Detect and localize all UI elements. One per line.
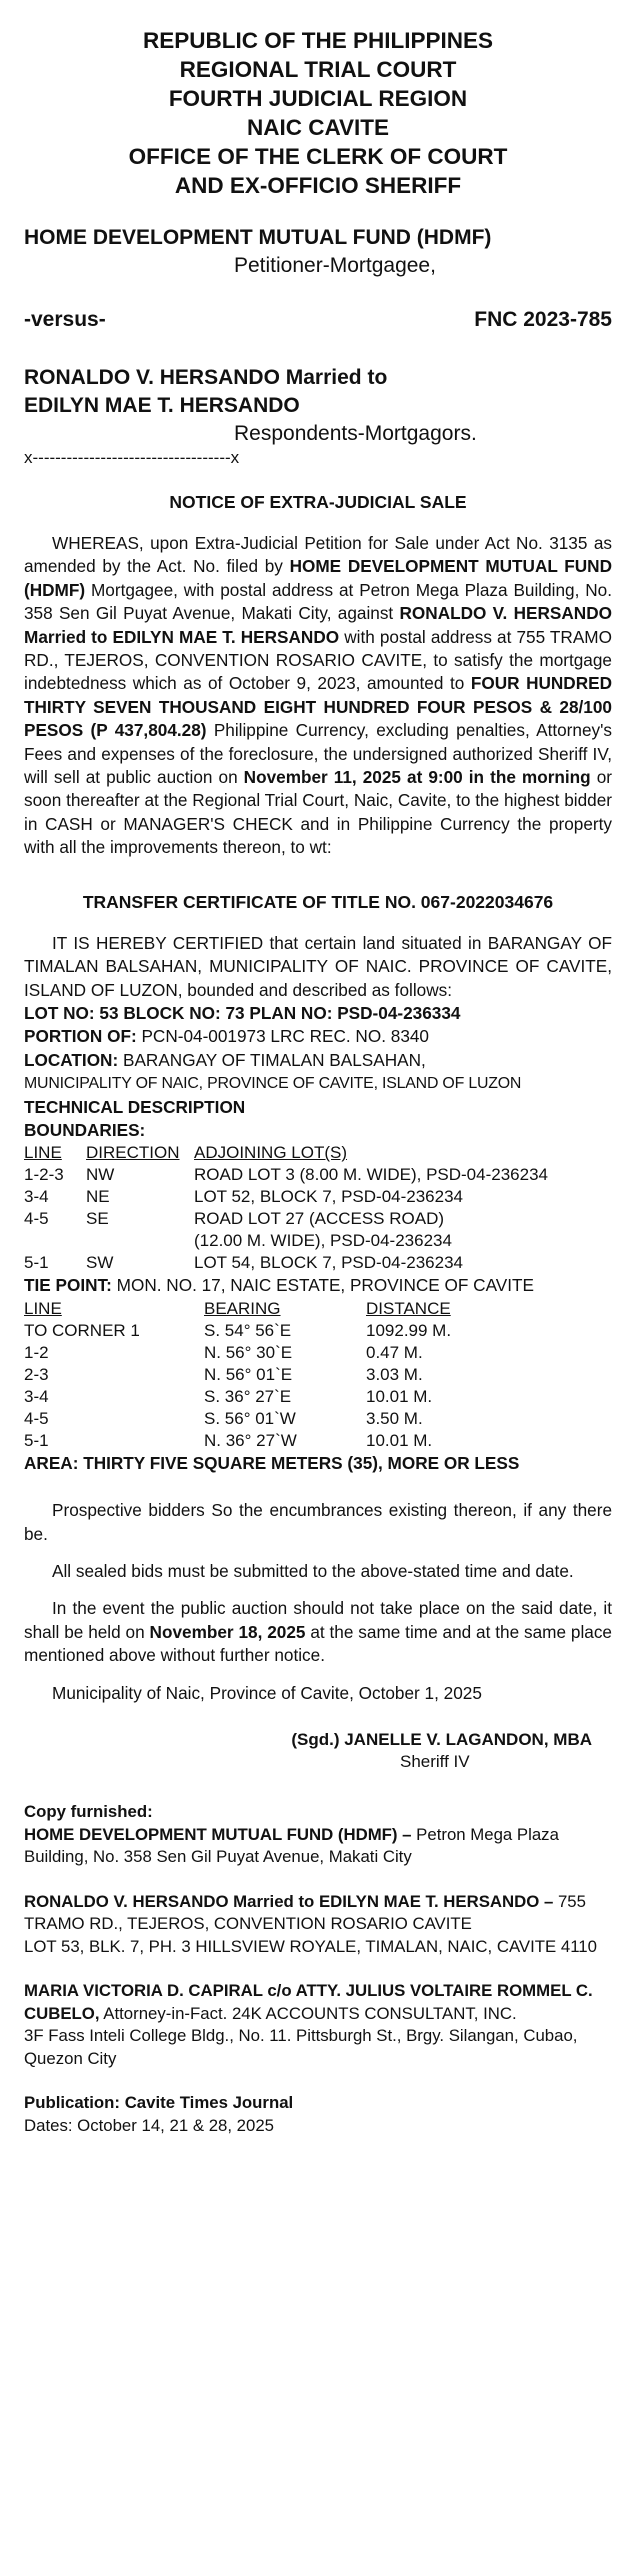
- table-cell: 1092.99 M.: [366, 1320, 452, 1340]
- table-row: [24, 1186, 612, 1208]
- respondent-line: RONALDO V. HERSANDO Married to: [24, 366, 388, 389]
- location: [24, 1049, 612, 1072]
- header-line: AND EX-OFFICIO SHERIFF: [174, 173, 462, 198]
- text-run: In the event the public auction should not take place on the said date, it shall be held on: [24, 1598, 612, 1642]
- table-cell: 0.47 M.: [366, 1342, 423, 1362]
- text-run: Philippine Currency, excluding penalties, Attorney's Fees and expenses of the foreclosure, the undersigned authorized Sheriff IV, will sell at public auction on: [24, 720, 612, 788]
- recipient-address: Petron Mega Plaza Building, No. 358 Sen Gil Puyat Avenue, Makati City: [24, 1824, 559, 1866]
- column-header: ADJOINING LOT(S): [194, 1143, 348, 1163]
- recipient-address-2: LOT 53, BLK. 7, PH. 3 HILLSVIEW ROYALE, TIMALAN, NAIC, CAVITE 4110: [24, 1936, 597, 1956]
- place-date: Municipality of Naic, Province of Cavite, October 1, 2025: [52, 1682, 482, 1703]
- header-line: FOURTH JUDICIAL REGION: [168, 86, 468, 111]
- recipient-mortgagors: [24, 1891, 612, 1936]
- versus-label: -versus-: [24, 308, 106, 331]
- header-line: REPUBLIC OF THE PHILIPPINES: [142, 28, 494, 53]
- text-run: with postal address at 755 TRAMO RD., TEJEROS, CONVENTION ROSARIO CAVITE, to satisfy the mortgage indebtedness which as of October 9, 2023, amounted to: [24, 626, 612, 694]
- tie-point-label: TIE POINT:: [24, 1275, 112, 1296]
- table-cell: S. 36° 27`E: [204, 1386, 292, 1406]
- tct-title: TRANSFER CERTIFICATE OF TITLE NO. 067-2022034676: [82, 891, 554, 912]
- table-cell: 3.50 M.: [366, 1408, 423, 1428]
- publication-label: Publication: Cavite Times Journal: [24, 2093, 294, 2112]
- portion-value: PCN-04-001973 LRC REC. NO. 8340: [136, 1026, 429, 1047]
- area-statement: AREA: THIRTY FIVE SQUARE METERS (35), MORE OR LESS: [24, 1452, 520, 1473]
- sealed-bids-paragraph: All sealed bids must be submitted to the above-stated time and date.: [52, 1560, 574, 1581]
- table-cell: 5-1: [24, 1430, 49, 1450]
- table-cell: (12.00 M. WIDE), PSD-04-236234: [194, 1231, 452, 1251]
- table-cell: N. 56° 01`E: [204, 1364, 293, 1384]
- respondent-role: Respondents-Mortgagors.: [234, 422, 477, 445]
- table-cell: 10.01 M.: [366, 1386, 433, 1406]
- table-row: [24, 1164, 612, 1186]
- postponement-paragraph: [24, 1597, 612, 1667]
- text-run: at the same time and at the same place mentioned above without further notice.: [24, 1621, 612, 1666]
- tie-point: [24, 1274, 612, 1297]
- table-header-row: [24, 1298, 504, 1320]
- recipient-hdmf: [24, 1824, 612, 1869]
- table-cell: S. 56° 01`W: [204, 1408, 296, 1428]
- copy-furnished-label: Copy furnished:: [24, 1802, 153, 1821]
- table-cell: S. 54° 56`E: [204, 1320, 292, 1340]
- column-header: LINE: [24, 1143, 62, 1163]
- table-cell: 5-1: [24, 1253, 49, 1273]
- column-header: DIRECTION: [86, 1143, 180, 1163]
- table-cell: 2-3: [24, 1364, 49, 1384]
- table-cell: 3-4: [24, 1386, 49, 1406]
- recipient-name: HOME DEVELOPMENT MUTUAL FUND (HDMF) –: [24, 1824, 412, 1844]
- court-header: [24, 26, 612, 200]
- petitioner-name: HOME DEVELOPMENT MUTUAL FUND (HDMF): [24, 226, 492, 249]
- respondent-line: EDILYN MAE T. HERSANDO: [24, 394, 300, 417]
- table-row: [24, 1252, 612, 1274]
- text-run-bold: HOME DEVELOPMENT MUTUAL FUND (HDMF): [24, 556, 612, 600]
- table-cell: NW: [86, 1165, 115, 1185]
- text-run-bold: November 11, 2025 at 9:00 in the morning: [243, 767, 591, 788]
- table-cell: N. 56° 30`E: [204, 1342, 293, 1362]
- lot-number: LOT NO: 53 BLOCK NO: 73 PLAN NO: PSD-04-236334: [24, 1002, 461, 1023]
- text-run-bold: FOUR HUNDRED THIRTY SEVEN THOUSAND EIGHT HUNDRED FOUR PESOS & 28/100 PESOS (P 437,804.28): [24, 673, 613, 741]
- table-cell: ROAD LOT 27 (ACCESS ROAD): [194, 1209, 445, 1229]
- boundaries-label: BOUNDARIES:: [24, 1119, 146, 1140]
- table-cell: LOT 54, BLOCK 7, PSD-04-236234: [194, 1253, 464, 1273]
- table-cell: [24, 1230, 86, 1252]
- column-header: LINE: [24, 1298, 62, 1318]
- caption-separator: x-----------------------------------x: [24, 448, 240, 467]
- table-cell: SE: [86, 1209, 109, 1229]
- technical-description-label: TECHNICAL DESCRIPTION: [24, 1096, 246, 1117]
- table-row: [24, 1408, 504, 1430]
- publication-dates: Dates: October 14, 21 & 28, 2025: [24, 2115, 275, 2135]
- bearings-table: [24, 1298, 504, 1452]
- portion-of: [24, 1025, 612, 1048]
- case-number: FNC 2023-785: [474, 308, 612, 331]
- table-cell: 10.01 M.: [366, 1430, 433, 1450]
- signatory-role: Sheriff IV: [400, 1752, 470, 1771]
- table-row: [24, 1320, 504, 1342]
- recipient-name: MARIA VICTORIA D. CAPIRAL c/o ATTY. JULIUS VOLTAIRE ROMMEL C. CUBELO,: [24, 1981, 593, 2023]
- notice-title: NOTICE OF EXTRA-JUDICIAL SALE: [169, 492, 467, 512]
- header-line: NAIC CAVITE: [246, 115, 390, 140]
- text-run-bold: November 18, 2025: [149, 1621, 306, 1642]
- location-value: BARANGAY OF TIMALAN BALSAHAN,: [118, 1049, 426, 1070]
- table-row: [24, 1208, 612, 1230]
- copy-furnished: [24, 1801, 612, 2137]
- table-cell: NE: [86, 1187, 110, 1207]
- table-row: [24, 1386, 504, 1408]
- recipient-address-2: 3F Fass Inteli College Bldg., No. 11. Pittsburgh St., Brgy. Silangan, Cubao, Quezon City: [24, 2026, 578, 2068]
- table-cell: N. 36° 27`W: [204, 1430, 297, 1450]
- table-cell: 3-4: [24, 1187, 49, 1207]
- table-row: [24, 1342, 504, 1364]
- table-cell: LOT 52, BLOCK 7, PSD-04-236234: [194, 1187, 464, 1207]
- recipient-address: Attorney-in-Fact. 24K ACCOUNTS CONSULTANT, INC.: [99, 2003, 517, 2023]
- table-cell: SW: [86, 1253, 114, 1273]
- versus-row: [24, 306, 612, 334]
- text-run-bold: RONALDO V. HERSANDO Married to EDILYN MAE T. HERSANDO: [24, 603, 612, 647]
- table-cell: 3.03 M.: [366, 1364, 423, 1384]
- signatory-name: (Sgd.) JANELLE V. LAGANDON, MBA: [291, 1730, 592, 1749]
- whereas-paragraph: [24, 532, 612, 860]
- text-run: WHEREAS, upon Extra-Judicial Petition for Sale under Act No. 3135 as amended by the Act. No. filed by: [24, 533, 612, 577]
- table-header-row: [24, 1142, 612, 1164]
- table-cell: 4-5: [24, 1209, 49, 1229]
- recipient-name: RONALDO V. HERSANDO Married to EDILYN MAE T. HERSANDO –: [24, 1891, 554, 1911]
- header-line: REGIONAL TRIAL COURT: [179, 57, 457, 82]
- prospective-paragraph: Prospective bidders So the encumbrances existing thereon, if any there be.: [24, 1500, 612, 1544]
- table-cell: [86, 1230, 194, 1252]
- column-header: BEARING: [204, 1298, 281, 1318]
- table-cell: 1-2-3: [24, 1165, 64, 1185]
- text-run: or soon thereafter at the Regional Trial Court, Naic, Cavite, to the highest bidder in CASH or MANAGER'S CHECK and in Philippine Currency the property with all the improvements thereon, to wt:: [24, 767, 612, 858]
- table-cell: TO CORNER 1: [24, 1320, 140, 1340]
- column-header: DISTANCE: [366, 1298, 451, 1318]
- location-label: LOCATION:: [24, 1049, 119, 1070]
- petitioner-role: Petitioner-Mortgagee,: [234, 254, 436, 277]
- text-run: Mortgagee, with postal address at Petron Mega Plaza Building, No. 358 Sen Gil Puyat Avenue, Makati City, against: [24, 579, 612, 624]
- table-row: [24, 1430, 504, 1452]
- table-cell: 1-2: [24, 1342, 49, 1362]
- boundaries-table: [24, 1142, 612, 1274]
- table-cell: 4-5: [24, 1408, 49, 1428]
- table-row: [24, 1230, 612, 1252]
- portion-label: PORTION OF:: [24, 1026, 137, 1047]
- recipient-attorney: [24, 1980, 612, 2025]
- header-line: OFFICE OF THE CLERK OF COURT: [128, 144, 508, 169]
- tie-point-value: MON. NO. 17, NAIC ESTATE, PROVINCE OF CAVITE: [111, 1275, 534, 1296]
- recipient-address: 755 TRAMO RD., TEJEROS, CONVENTION ROSARIO CAVITE: [24, 1891, 586, 1933]
- table-cell: ROAD LOT 3 (8.00 M. WIDE), PSD-04-236234: [194, 1165, 548, 1185]
- certified-paragraph: IT IS HEREBY CERTIFIED that certain land situated in BARANGAY OF TIMALAN BALSAHAN, MUNICIPALITY OF NAIC. PROVINCE OF CAVITE, ISLAND OF LUZON, bounded and described as follows:: [24, 932, 612, 1000]
- table-row: [24, 1364, 504, 1386]
- respondents: [24, 364, 612, 420]
- location-line-2: MUNICIPALITY OF NAIC, PROVINCE OF CAVITE, ISLAND OF LUZON: [24, 1075, 522, 1093]
